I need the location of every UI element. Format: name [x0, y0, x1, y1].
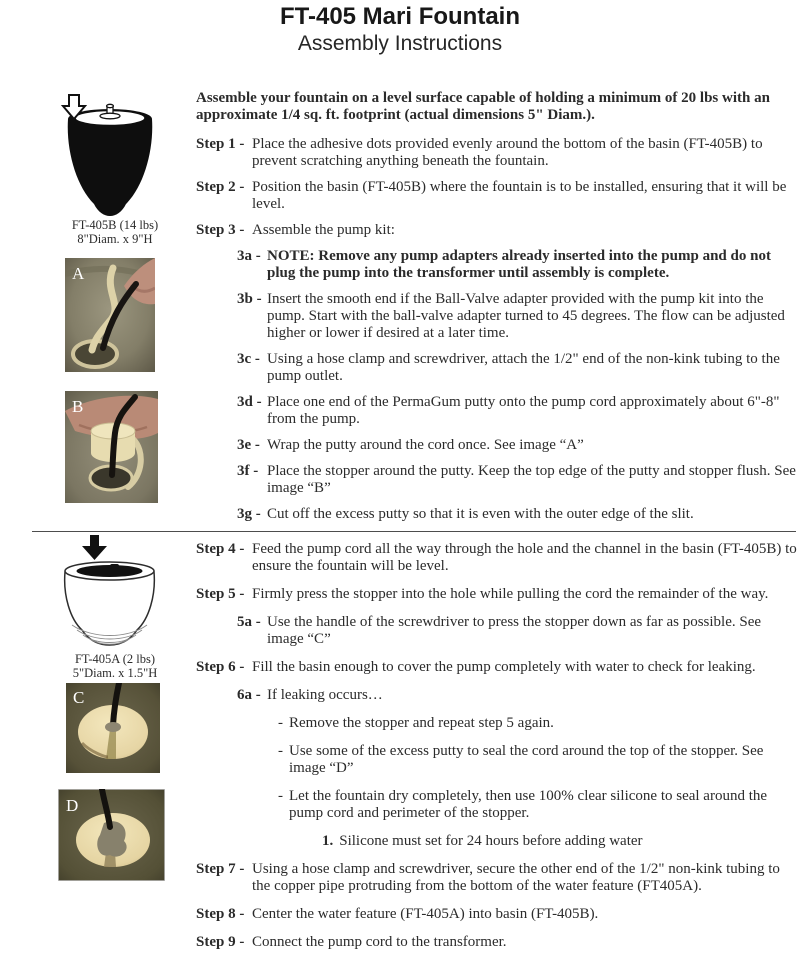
step-3c: [237, 351, 798, 385]
basin-illustration: [52, 92, 170, 222]
step-3g-label: 3g -: [237, 506, 261, 522]
step-2-label: Step 2 -: [196, 179, 245, 195]
step-3c-label: 3c -: [237, 351, 260, 367]
step-1-text: Place the adhesive dots provided evenly around the bottom of the basin (FT-405B) to prevent scratching anything beneath the fountain.: [252, 136, 763, 169]
step-3e-text: Wrap the putty around the cord once. See image “A”: [267, 437, 584, 453]
photo-c-label: C: [73, 688, 85, 707]
step-1: [196, 136, 798, 170]
intro-paragraph: Assemble your fountain on a level surface capable of holding a minimum of 20 lbs with an approximate 1/4 sq. ft. footprint (actual dimensions 5" Diam.).: [196, 90, 770, 123]
step-3b-label: 3b -: [237, 291, 262, 307]
page-subtitle: Assembly Instructions: [297, 32, 503, 55]
bullet-dash: -: [278, 743, 283, 759]
bullet-seal-cord-text: Use some of the excess putty to seal the cord around the top of the stopper. See image “D”: [289, 743, 764, 776]
step-3d-text: Place one end of the PermaGum putty onto the pump cord approximately about 6"-8" from the pump.: [267, 394, 780, 427]
step-5: [196, 586, 798, 603]
step-3d: [237, 394, 798, 428]
step-6-text: Fill the basin enough to cover the pump completely with water to check for leaking.: [252, 659, 756, 675]
step-3d-label: 3d -: [237, 394, 262, 410]
bullet-silicone: [278, 788, 798, 822]
step-5-text: Firmly press the stopper into the hole while pulling the cord the remainder of the way.: [252, 586, 769, 602]
silicone-note-text: Silicone must set for 24 hours before adding water: [339, 833, 643, 849]
step-3g-text: Cut off the excess putty so that it is even with the outer edge of the slit.: [267, 506, 694, 522]
step-6-label: Step 6 -: [196, 659, 245, 675]
step-5a-text: Use the handle of the screwdriver to press the stopper down as far as possible. See image “C”: [267, 614, 762, 647]
step-3a: [237, 248, 798, 282]
step-8: [196, 906, 798, 923]
step-7-label: Step 7 -: [196, 861, 245, 877]
photo-a: [65, 258, 155, 372]
step-5-label: Step 5 -: [196, 586, 245, 602]
step-2: [196, 179, 798, 213]
water-feature-caption-line2: 5"Diam. x 1.5"H: [72, 666, 158, 680]
step-3f: [237, 463, 798, 497]
step-6a-label: 6a -: [237, 687, 261, 703]
step-4-label: Step 4 -: [196, 541, 245, 557]
page-title: FT-405 Mari Fountain: [279, 3, 521, 30]
step-6a-text: If leaking occurs…: [267, 687, 383, 703]
step-4: [196, 541, 798, 575]
step-7-text: Using a hose clamp and screwdriver, secure the other end of the 1/2" non-kink tubing to the copper pipe protruding from the bottom of the water feature (FT405A).: [252, 861, 780, 894]
step-5a-label: 5a -: [237, 614, 261, 630]
step-5a: [237, 614, 798, 648]
bullet-remove-stopper-text: Remove the stopper and repeat step 5 again.: [289, 715, 554, 731]
photo-d-label: D: [66, 796, 79, 815]
instructions-top: [196, 90, 798, 523]
photo-b-label: B: [72, 397, 84, 416]
step-3-text: Assemble the pump kit:: [252, 222, 395, 238]
bullet-seal-cord: [278, 743, 798, 777]
step-1-label: Step 1 -: [196, 136, 245, 152]
step-3e: [237, 437, 798, 454]
instructions-bottom: [196, 541, 798, 951]
step-6a: [237, 687, 798, 704]
step-3f-text: Place the stopper around the putty. Keep the top edge of the putty and stopper flush. See image “B”: [267, 463, 796, 496]
step-3e-label: 3e -: [237, 437, 260, 453]
step-8-text: Center the water feature (FT-405A) into basin (FT-405B).: [252, 906, 599, 922]
water-feature-caption: [40, 652, 190, 680]
step-3a-label: 3a -: [237, 248, 261, 264]
photo-a-label: A: [72, 264, 85, 283]
photo-b: [65, 391, 158, 503]
section-divider: [32, 531, 796, 532]
header: [0, 3, 800, 56]
silicone-note-number: 1.: [322, 833, 334, 849]
step-9-text: Connect the pump cord to the transformer.: [252, 934, 507, 950]
down-arrow-icon: [82, 535, 107, 560]
water-feature-illustration: [52, 535, 170, 651]
photo-c: [66, 683, 160, 773]
putty: [105, 722, 121, 732]
step-4-text: Feed the pump cord all the way through the hole and the channel in the basin (FT-405B) to ensure the fountain will be level.: [252, 541, 797, 574]
step-3a-text: NOTE: Remove any pump adapters already inserted into the pump and do not plug the pump into the transformer until assembly is complete.: [267, 248, 771, 281]
step-7: [196, 861, 798, 895]
basin-caption: [40, 218, 190, 246]
step-9: [196, 934, 798, 951]
step-6: [196, 659, 798, 676]
bullet-dash: -: [278, 715, 283, 731]
step-2-text: Position the basin (FT-405B) where the fountain is to be installed, ensuring that it will be level.: [252, 179, 787, 212]
step-3c-text: Using a hose clamp and screwdriver, attach the 1/2" end of the non-kink tubing to the pump outlet.: [267, 351, 780, 384]
bullet-dash: -: [278, 788, 283, 804]
silicone-note: [322, 833, 798, 850]
step-8-label: Step 8 -: [196, 906, 245, 922]
step-3-label: Step 3 -: [196, 222, 245, 238]
water-feature-caption-line1: FT-405A (2 lbs): [74, 652, 156, 666]
basin-caption-line2: 8"Diam. x 9"H: [77, 232, 153, 246]
photo-d: [58, 789, 165, 881]
step-3b-text: Insert the smooth end if the Ball-Valve adapter provided with the pump kit into the pump. Start with the ball-valve adapter turned to 45 degrees. The flow can be adjusted higher or lower if desired at a later time.: [267, 291, 785, 341]
basin-caption-line1: FT-405B (14 lbs): [71, 218, 159, 232]
step-3g: [237, 506, 798, 523]
step-3b: [237, 291, 798, 342]
step-9-label: Step 9 -: [196, 934, 245, 950]
step-3f-label: 3f -: [237, 463, 259, 479]
bullet-silicone-text: Let the fountain dry completely, then use 100% clear silicone to seal around the pump cord and perimeter of the stopper.: [289, 788, 768, 821]
step-3: [196, 222, 798, 239]
bullet-remove-stopper: [278, 715, 798, 732]
